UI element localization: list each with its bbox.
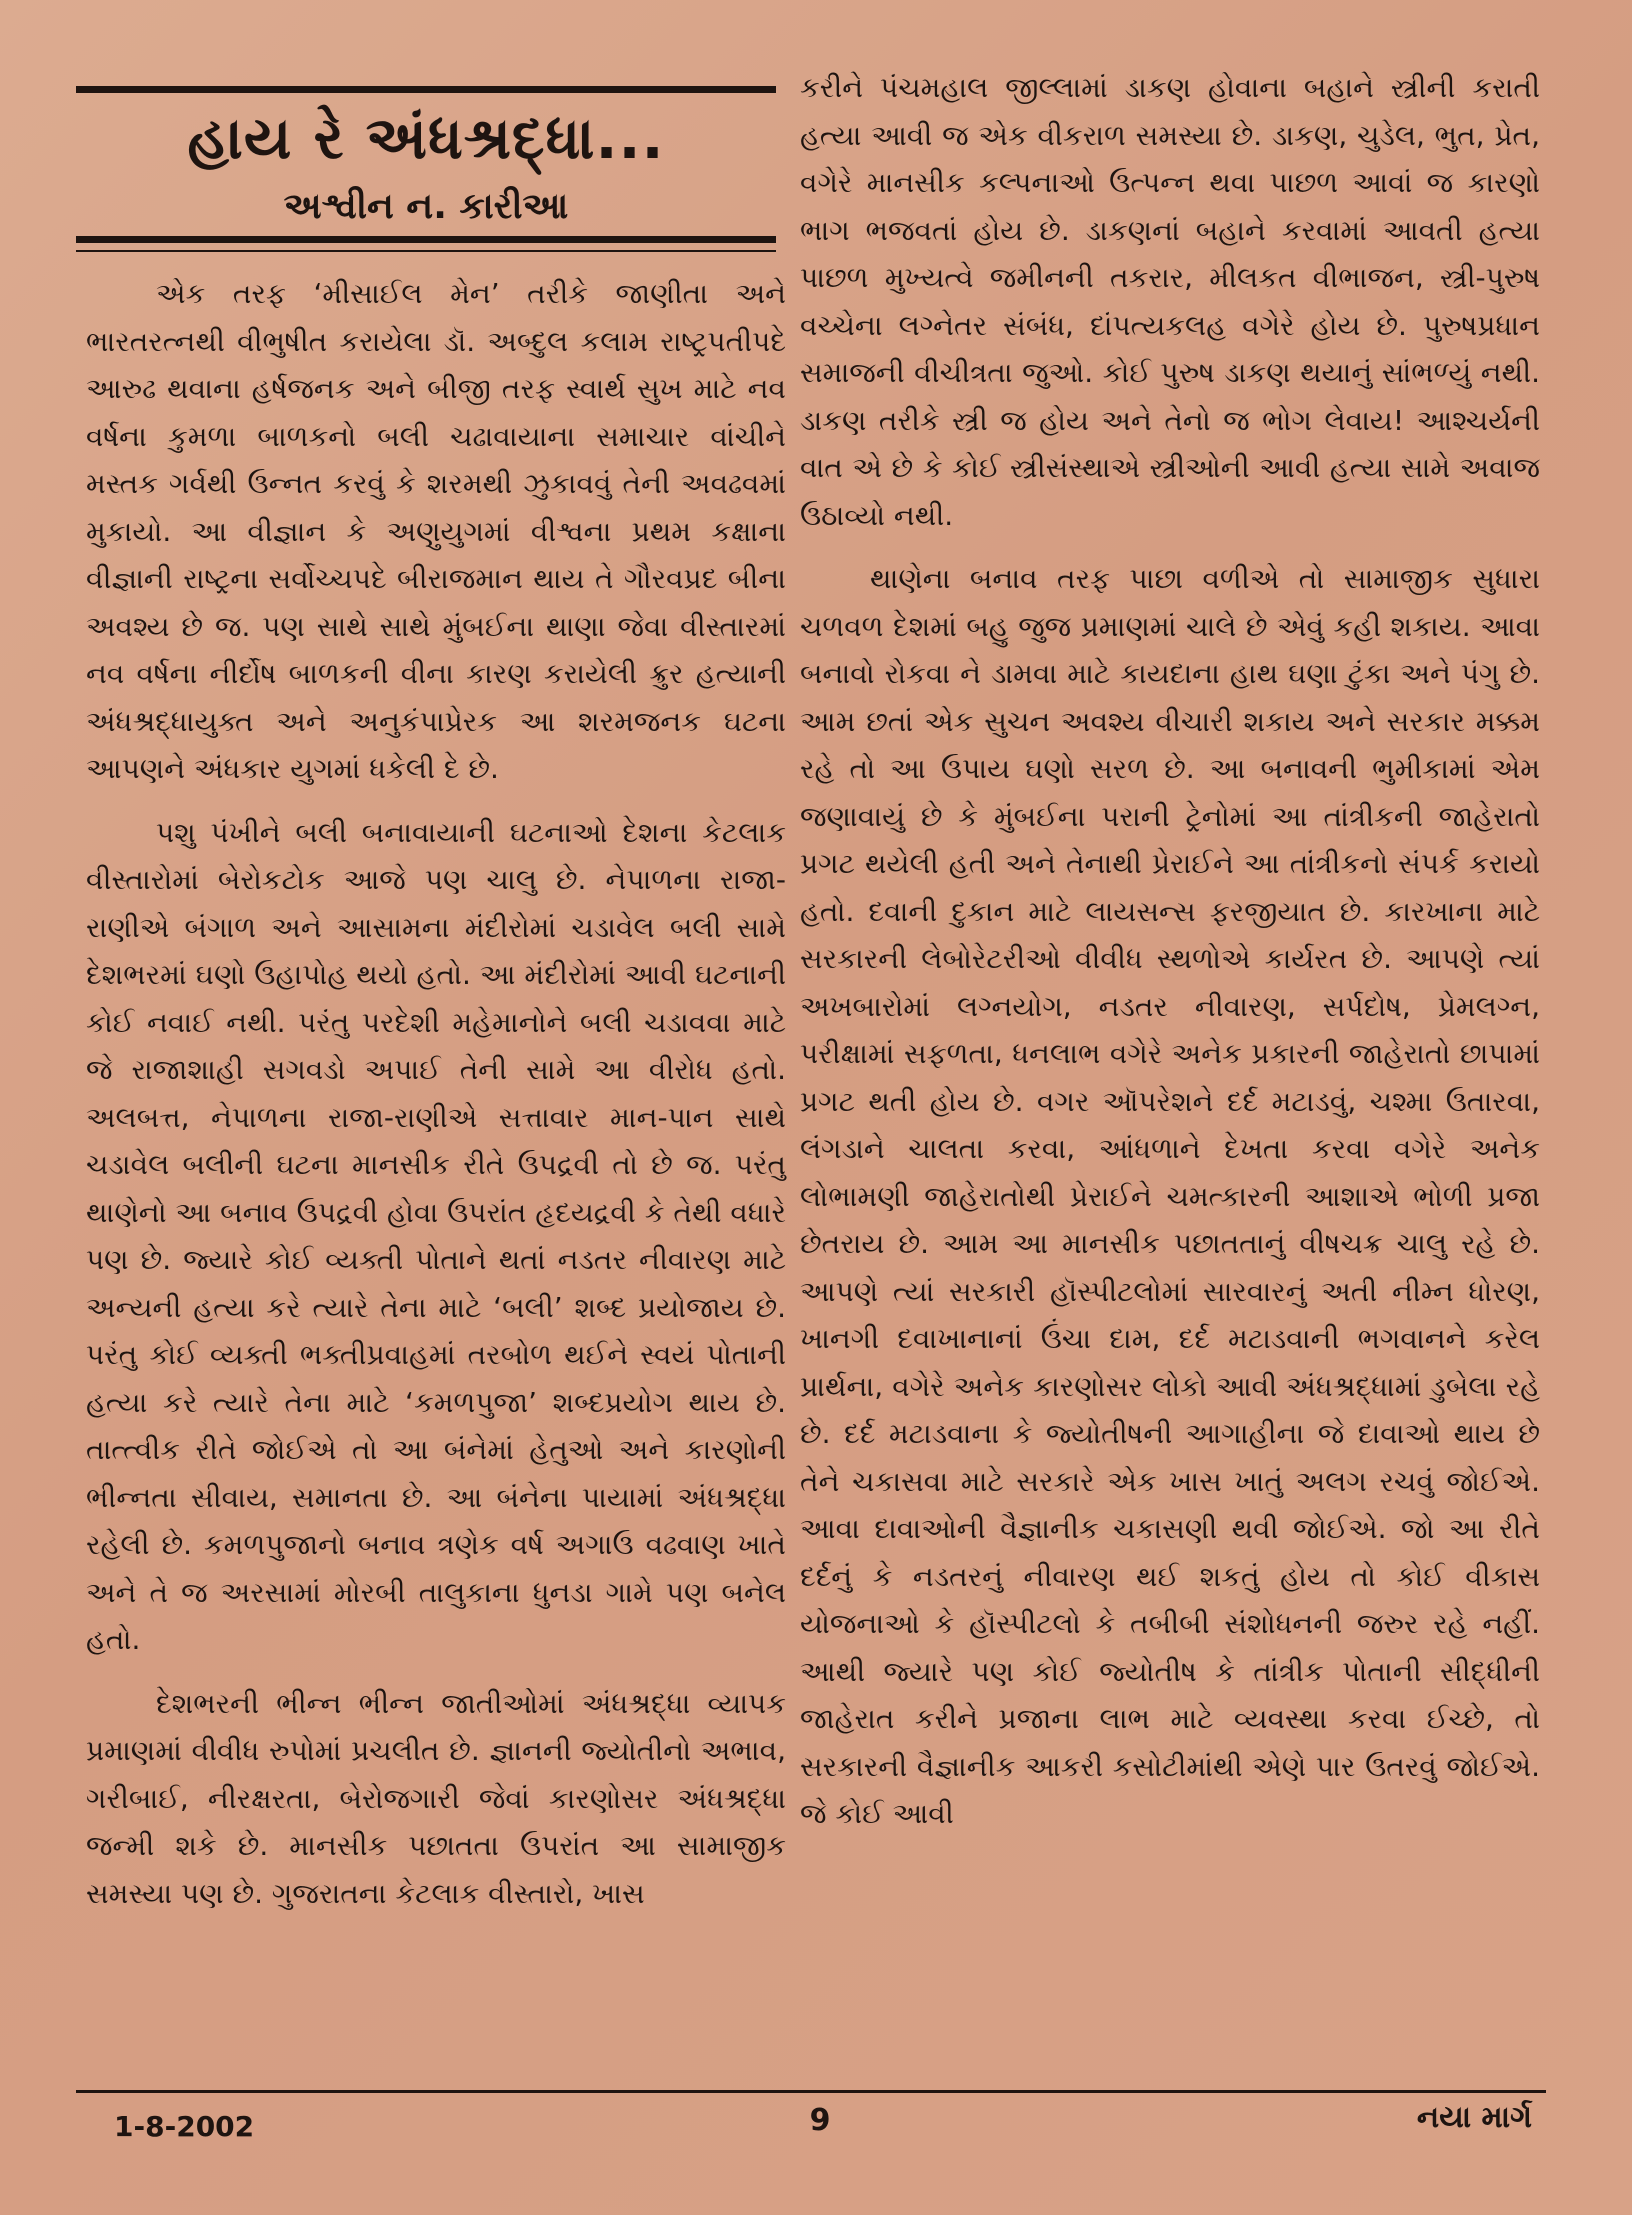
footer-rule: [76, 2090, 1546, 2093]
title-bottom-rule: [76, 236, 776, 243]
right-paragraph-2: થાણેના બનાવ તરફ પાછા વળીએ તો સામાજીક સુધારા ચળવળ દેશમાં બહુ જુજ પ્રમાણમાં ચાલે છે એવું કહી શકાય. આવા બનાવો રોકવા ને ડામવા માટે કાયદાના હાથ ઘણા ટુંકા અને પંગુ છે. આમ છતાં એક સુચન અવશ્ય વીચારી શકાય અને સરકાર મક્કમ રહે તો આ ઉપાય ઘણો સરળ છે. આ બનાવની ભુમીકામાં એમ જણાવાયું છે કે મુંબઈના પરાની ટ્રેનોમાં આ તાંત્રીકની જાહેરાતો પ્રગટ થયેલી હતી અને તેનાથી પ્રેરાઈને આ તાંત્રીકનો સંપર્ક કરાયો હતો. દવાની દુકાન માટે લાયસન્સ ફરજીયાત છે. કારખાના માટે સરકારની લેબોરેટરીઓ વીવીધ સ્થળોએ કાર્યરત છે. આપણે ત્યાં અખબારોમાં લગ્નયોગ, નડતર નીવારણ, સર્પદોષ, પ્રેમલગ્ન, પરીક્ષામાં સફળતા, ધનલાભ વગેરે અનેક પ્રકારની જાહેરાતો છાપામાં પ્રગટ થતી હોય છે. વગર ઑપરેશને દર્દ મટાડવું, ચશ્મા ઉતારવા, લંગડાને ચાલતા કરવા, આંધળાને દેખતા કરવા વગેરે અનેક લોભામણી જાહેરાતોથી પ્રેરાઈને ચમત્કારની આશાએ ભોળી પ્રજા છેતરાય છે. આમ આ માનસીક પછાતતાનું વીષચક્ર ચાલુ રહે છે. આપણે ત્યાં સરકારી હૉસ્પીટલોમાં સારવારનું અતી નીમ્ન ધોરણ, ખાનગી દવાખાનાનાં ઉંચા દામ, દર્દ મટાડવાની ભગવાનને કરેલ પ્રાર્થના, વગેરે અનેક કારણોસર લોકો આવી અંધશ્રદ્ધામાં ડુબેલા રહે છે. દર્દ મટાડવાના કે જ્યોતીષની આગાહીના જે દાવાઓ થાય છે તેને ચકાસવા માટે સરકારે એક ખાસ ખાતું અલગ રચવું જોઈએ. આવા દાવાઓની વૈજ્ઞાનીક ચકાસણી થવી જોઈએ. જો આ રીતે દર્દનું કે નડતરનું નીવારણ થઈ શકતું હોય તો કોઈ વીકાસ યોજનાઓ કે હૉસ્પીટલો કે તબીબી સંશોધનની જરુર રહે નહીં. આથી જ્યારે પણ કોઈ જ્યોતીષ કે તાંત્રીક પોતાની સીદ્ધીની જાહેરાત કરીને પ્રજાના લાભ માટે વ્યવસ્થા કરવા ઈચ્છે, તો સરકારની વૈજ્ઞાનીક આકરી કસોટીમાંથી એણે પાર ઉતરવું જોઈએ. જે કોઈ આવી: [800, 562, 1540, 1830]
page-number: 9: [809, 2103, 831, 2138]
title-top-rule: [76, 86, 776, 93]
article-author: અશ્વીન ન. કારીઆ: [283, 186, 569, 227]
title-bottom-thin-rule: [76, 250, 776, 252]
left-column: [86, 270, 786, 1917]
right-column: [800, 64, 1540, 1838]
left-paragraph-3: દેશભરની ભીન્ન ભીન્ન જાતીઓમાં અંધશ્રદ્ધા વ્યાપક પ્રમાણમાં વીવીધ રુપોમાં પ્રચલીત છે. જ્ઞાનની જ્યોતીનો અભાવ, ગરીબાઈ, નીરક્ષરતા, બેરોજગારી જેવાં કારણોસર અંધશ્રદ્ધા જન્મી શકે છે. માનસીક પછાતતા ઉપરાંત આ સામાજીક સમસ્યા પણ છે. ગુજરાતના કેટલાક વીસ્તારો, ખાસ: [86, 1686, 786, 1910]
article-title: હાય રે અંધશ્રદ્ધા...: [187, 104, 665, 172]
issue-date: 1-8-2002: [114, 2110, 255, 2143]
left-paragraph-2: પશુ પંખીને બલી બનાવાયાની ઘટનાઓ દેશના કેટલાક વીસ્તારોમાં બેરોકટોક આજે પણ ચાલુ છે. નેપાળના રાજા-રાણીએ બંગાળ અને આસામના મંદીરોમાં ચડાવેલ બલી સામે દેશભરમાં ઘણો ઉહાપોહ થયો હતો. આ મંદીરોમાં આવી ઘટનાની કોઈ નવાઈ નથી. પરંતુ પરદેશી મહેમાનોને બલી ચડાવવા માટે જે રાજાશાહી સગવડો અપાઈ તેની સામે આ વીરોધ હતો. અલબત્ત, નેપાળના રાજા-રાણીએ સત્તાવાર માન-પાન સાથે ચડાવેલ બલીની ઘટના માનસીક રીતે ઉપદ્રવી તો છે જ. પરંતુ થાણેનો આ બનાવ ઉપદ્રવી હોવા ઉપરાંત હૃદયદ્રવી કે તેથી વધારે પણ છે. જ્યારે કોઈ વ્યક્તી પોતાને થતાં નડતર નીવારણ માટે અન્યની હત્યા કરે ત્યારે તેના માટે ‘બલી’ શબ્દ પ્રયોજાય છે. પરંતુ કોઈ વ્યક્તી ભક્તીપ્રવાહમાં તરબોળ થઈને સ્વયં પોતાની હત્યા કરે ત્યારે તેના માટે ‘કમળપુજા’ શબ્દપ્રયોગ થાય છે. તાત્ત્વીક રીતે જોઈએ તો આ બંનેમાં હેતુઓ અને કારણોની ભીન્નતા સીવાય, સમાનતા છે. આ બંનેના પાયામાં અંધશ્રદ્ધા રહેલી છે. કમળપુજાનો બનાવ ત્રણેક વર્ષ અગાઉ વઢવાણ ખાતે અને તે જ અરસામાં મોરબી તાલુકાના ધુનડા ગામે પણ બનેલ હતો.: [86, 815, 786, 1656]
left-paragraph-1: એક તરફ ‘મીસાઈલ મેન’ તરીકે જાણીતા અને ભારતરત્નથી વીભુષીત કરાયેલા ડૉ. અબ્દુલ કલામ રાષ્ટ્રપતીપદે આરુઢ થવાના હર્ષજનક અને બીજી તરફ સ્વાર્થ સુખ માટે નવ વર્ષના કુમળા બાળકનો બલી ચઢાવાયાના સમાચાર વાંચીને મસ્તક ગર્વથી ઉન્નત કરવું કે શરમથી ઝુકાવવું તેની અવઢવમાં મુકાયો. આ વીજ્ઞાન કે અણુયુગમાં વીશ્વના પ્રથમ કક્ષાના વીજ્ઞાની રાષ્ટ્રના સર્વોચ્ચપદે બીરાજમાન થાય તે ગૌરવપ્રદ બીના અવશ્ય છે જ. પણ સાથે સાથે મુંબઈના થાણા જેવા વીસ્તારમાં નવ વર્ષના નીર્દોષ બાળકની વીના કારણ કરાયેલી ક્રુર હત્યાની અંધશ્રદ્ધાયુક્ત અને અનુકંપાપ્રેરક આ શરમજનક ઘટના આપણને અંધકાર યુગમાં ધકેલી દે છે.: [86, 277, 786, 785]
title-block: [76, 86, 776, 256]
right-paragraph-1: કરીને પંચમહાલ જીલ્લામાં ડાકણ હોવાના બહાને સ્ત્રીની કરાતી હત્યા આવી જ એક વીકરાળ સમસ્યા છે. ડાકણ, ચુડેલ, ભુત, પ્રેત, વગેરે માનસીક કલ્પનાઓ ઉત્પન્ન થવા પાછળ આવાં જ કારણો ભાગ ભજવતાં હોય છે. ડાકણનાં બહાને કરવામાં આવતી હત્યા પાછળ મુખ્યત્વે જમીનની તકરાર, મીલકત વીભાજન, સ્ત્રી-પુરુષ વચ્ચેના લગ્નેતર સંબંધ, દાંપત્યકલહ વગેરે હોય છે. પુરુષપ્રધાન સમાજની વીચીત્રતા જુઓ. કોઈ પુરુષ ડાકણ થયાનું સાંભળ્યું નથી. ડાકણ તરીકે સ્ત્રી જ હોય અને તેનો જ ભોગ લેવાય! આશ્ચર્યની વાત એ છે કે કોઈ સ્ત્રીસંસ્થાએ સ્ત્રીઓની આવી હત્યા સામે અવાજ ઉઠાવ્યો નથી.: [800, 71, 1540, 532]
magazine-name: નયા માર્ગ: [1416, 2100, 1532, 2135]
